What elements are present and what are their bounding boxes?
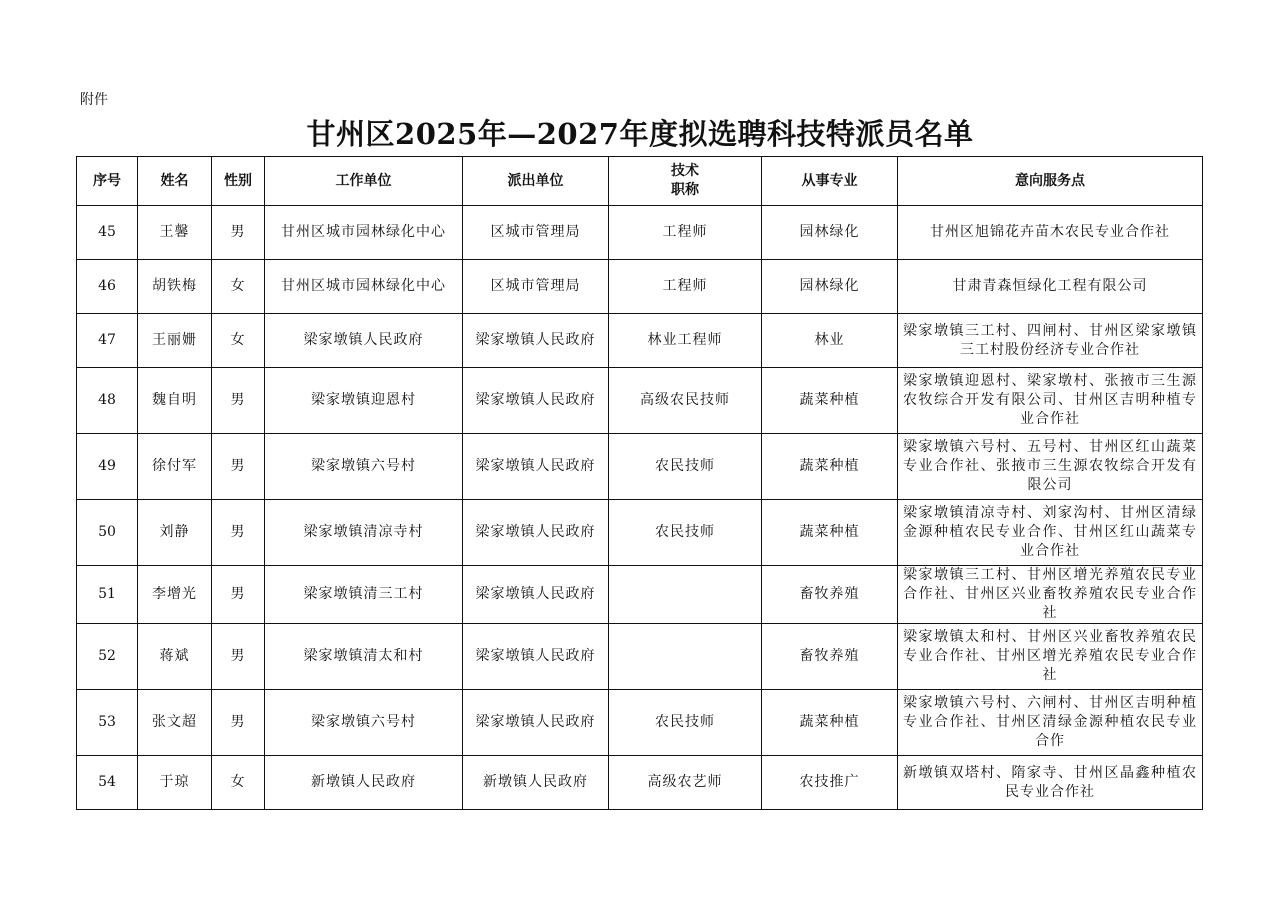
cell-work-unit: 梁家墩镇清凉寺村: [265, 500, 463, 566]
cell-no: 47: [77, 314, 138, 368]
cell-title: 农民技师: [609, 500, 762, 566]
cell-title: 农民技师: [609, 434, 762, 500]
cell-no: 46: [77, 260, 138, 314]
table-row: [77, 756, 1203, 810]
cell-no: 54: [77, 756, 138, 810]
cell-service-point: 梁家墩镇六号村、六闸村、甘州区吉明种植专业合作社、甘州区清绿金源种植农民专业合作: [898, 690, 1203, 756]
cell-name: 蒋斌: [138, 624, 212, 690]
table-row: [77, 690, 1203, 756]
cell-dispatch-unit: 区城市管理局: [463, 260, 609, 314]
header-technical-title: [609, 157, 762, 206]
cell-title: 林业工程师: [609, 314, 762, 368]
cell-service-point: 新墩镇双塔村、隋家寺、甘州区晶鑫种植农民专业合作社: [898, 756, 1203, 810]
cell-dispatch-unit: 梁家墩镇人民政府: [463, 434, 609, 500]
cell-specialty: 农技推广: [762, 756, 898, 810]
table-row: [77, 434, 1203, 500]
cell-specialty: 畜牧养殖: [762, 624, 898, 690]
cell-service-point: 甘州区旭锦花卉苗木农民专业合作社: [898, 206, 1203, 260]
table-header-row: [77, 157, 1203, 206]
cell-dispatch-unit: 梁家墩镇人民政府: [463, 314, 609, 368]
cell-title: [609, 624, 762, 690]
cell-dispatch-unit: 新墩镇人民政府: [463, 756, 609, 810]
cell-no: 49: [77, 434, 138, 500]
cell-name: 王馨: [138, 206, 212, 260]
cell-no: 50: [77, 500, 138, 566]
cell-specialty: 蔬菜种植: [762, 368, 898, 434]
cell-specialty: 蔬菜种植: [762, 500, 898, 566]
cell-specialty: 蔬菜种植: [762, 434, 898, 500]
cell-gender: 女: [212, 260, 265, 314]
header-work-unit: 工作单位: [265, 157, 463, 206]
cell-gender: 女: [212, 756, 265, 810]
table-row: [77, 206, 1203, 260]
cell-gender: 男: [212, 500, 265, 566]
table-row: [77, 314, 1203, 368]
cell-title: 高级农民技师: [609, 368, 762, 434]
cell-service-point: 梁家墩镇清凉寺村、刘家沟村、甘州区清绿金源种植农民专业合作、甘州区红山蔬菜专业合作社: [898, 500, 1203, 566]
cell-gender: 女: [212, 314, 265, 368]
cell-title: 农民技师: [609, 690, 762, 756]
table-row: [77, 260, 1203, 314]
cell-specialty: 畜牧养殖: [762, 566, 898, 624]
header-no: 序号: [77, 157, 138, 206]
cell-dispatch-unit: 梁家墩镇人民政府: [463, 368, 609, 434]
header-service-point: 意向服务点: [898, 157, 1203, 206]
cell-no: 53: [77, 690, 138, 756]
attachment-label: 附件: [80, 92, 108, 108]
table-row: [77, 566, 1203, 624]
cell-name: 徐付军: [138, 434, 212, 500]
cell-service-point: 梁家墩镇六号村、五号村、甘州区红山蔬菜专业合作社、张掖市三生源农牧综合开发有限公司: [898, 434, 1203, 500]
cell-dispatch-unit: 梁家墩镇人民政府: [463, 566, 609, 624]
cell-service-point: 甘肃青森恒绿化工程有限公司: [898, 260, 1203, 314]
cell-no: 51: [77, 566, 138, 624]
cell-service-point: 梁家墩镇迎恩村、梁家墩村、张掖市三生源农牧综合开发有限公司、甘州区吉明种植专业合作社: [898, 368, 1203, 434]
cell-gender: 男: [212, 434, 265, 500]
header-title-line2: 职称: [671, 182, 699, 198]
cell-work-unit: 梁家墩镇六号村: [265, 690, 463, 756]
cell-work-unit: 梁家墩镇人民政府: [265, 314, 463, 368]
cell-name: 李增光: [138, 566, 212, 624]
cell-specialty: 园林绿化: [762, 206, 898, 260]
header-name: 姓名: [138, 157, 212, 206]
cell-no: 45: [77, 206, 138, 260]
cell-name: 于琼: [138, 756, 212, 810]
cell-name: 王丽姗: [138, 314, 212, 368]
cell-work-unit: 梁家墩镇清三工村: [265, 566, 463, 624]
cell-work-unit: 梁家墩镇迎恩村: [265, 368, 463, 434]
specialist-table: [76, 156, 1203, 810]
cell-title: 工程师: [609, 206, 762, 260]
cell-name: 张文超: [138, 690, 212, 756]
cell-title: 高级农艺师: [609, 756, 762, 810]
cell-title: [609, 566, 762, 624]
cell-gender: 男: [212, 206, 265, 260]
cell-service-point: 梁家墩镇三工村、四闸村、甘州区梁家墩镇三工村股份经济专业合作社: [898, 314, 1203, 368]
cell-work-unit: 梁家墩镇清太和村: [265, 624, 463, 690]
cell-dispatch-unit: 梁家墩镇人民政府: [463, 690, 609, 756]
cell-title: 工程师: [609, 260, 762, 314]
cell-dispatch-unit: 梁家墩镇人民政府: [463, 624, 609, 690]
cell-gender: 男: [212, 690, 265, 756]
cell-gender: 男: [212, 624, 265, 690]
cell-dispatch-unit: 区城市管理局: [463, 206, 609, 260]
table-row: [77, 624, 1203, 690]
header-title-line1: 技术: [671, 163, 699, 179]
cell-work-unit: 甘州区城市园林绿化中心: [265, 260, 463, 314]
cell-service-point: 梁家墩镇太和村、甘州区兴业畜牧养殖农民专业合作社、甘州区增光养殖农民专业合作社: [898, 624, 1203, 690]
header-specialty: 从事专业: [762, 157, 898, 206]
cell-name: 魏自明: [138, 368, 212, 434]
cell-dispatch-unit: 梁家墩镇人民政府: [463, 500, 609, 566]
cell-name: 胡铁梅: [138, 260, 212, 314]
table-row: [77, 368, 1203, 434]
cell-work-unit: 新墩镇人民政府: [265, 756, 463, 810]
cell-gender: 男: [212, 566, 265, 624]
document-title: 甘州区2025年—2027年度拟选聘科技特派员名单: [306, 117, 974, 151]
cell-no: 48: [77, 368, 138, 434]
cell-specialty: 蔬菜种植: [762, 690, 898, 756]
cell-specialty: 林业: [762, 314, 898, 368]
cell-name: 刘静: [138, 500, 212, 566]
cell-service-point: 梁家墩镇三工村、甘州区增光养殖农民专业合作社、甘州区兴业畜牧养殖农民专业合作社: [898, 566, 1203, 624]
cell-work-unit: 梁家墩镇六号村: [265, 434, 463, 500]
header-gender: 性别: [212, 157, 265, 206]
cell-no: 52: [77, 624, 138, 690]
cell-work-unit: 甘州区城市园林绿化中心: [265, 206, 463, 260]
cell-specialty: 园林绿化: [762, 260, 898, 314]
table-row: [77, 500, 1203, 566]
cell-gender: 男: [212, 368, 265, 434]
header-dispatch-unit: 派出单位: [463, 157, 609, 206]
